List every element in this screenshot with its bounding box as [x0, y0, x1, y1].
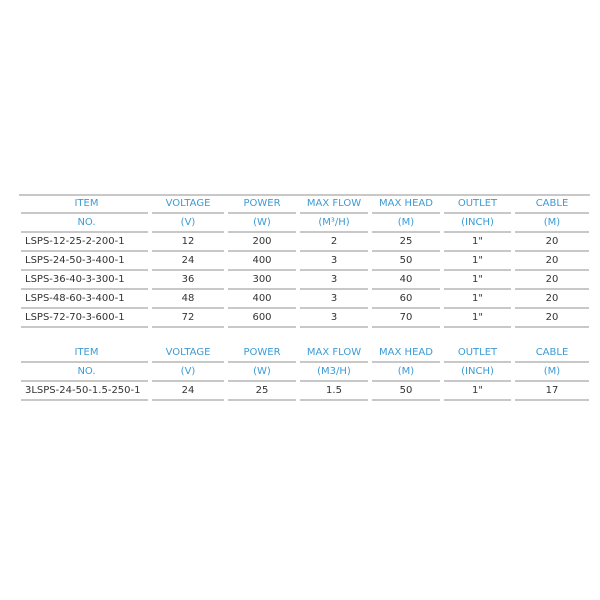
- cell: LSPS-48-60-3-400-1: [21, 290, 148, 309]
- cell: VOLTAGE: [152, 344, 224, 363]
- table-row: [21, 233, 589, 252]
- header-row: [21, 195, 589, 214]
- cell: 3: [300, 290, 368, 309]
- spec-table-1: [17, 195, 593, 328]
- cell: (M³/H): [300, 214, 368, 233]
- cell: CABLE: [515, 195, 589, 214]
- cell: 1": [444, 382, 511, 401]
- cell: 3: [300, 252, 368, 271]
- cell: 70: [372, 309, 440, 328]
- cell: (M3/H): [300, 363, 368, 382]
- header-row: [21, 344, 589, 363]
- cell: 20: [515, 271, 589, 290]
- cell: 25: [372, 233, 440, 252]
- cell: LSPS-24-50-3-400-1: [21, 252, 148, 271]
- cell: POWER: [228, 344, 296, 363]
- cell: LSPS-72-70-3-600-1: [21, 309, 148, 328]
- cell: MAX HEAD: [372, 344, 440, 363]
- units-row: [21, 363, 589, 382]
- cell: 3LSPS-24-50-1.5-250-1: [21, 382, 148, 401]
- cell: 1": [444, 233, 511, 252]
- cell: 1": [444, 271, 511, 290]
- table-row: [21, 271, 589, 290]
- cell: 36: [152, 271, 224, 290]
- cell: 1.5: [300, 382, 368, 401]
- cell: LSPS-36-40-3-300-1: [21, 271, 148, 290]
- cell: 60: [372, 290, 440, 309]
- cell: CABLE: [515, 344, 589, 363]
- cell: (M): [372, 363, 440, 382]
- table-row: [21, 382, 589, 401]
- cell: 20: [515, 252, 589, 271]
- cell: (V): [152, 363, 224, 382]
- cell: 20: [515, 309, 589, 328]
- cell: 600: [228, 309, 296, 328]
- cell: 3: [300, 309, 368, 328]
- cell: OUTLET: [444, 195, 511, 214]
- cell: OUTLET: [444, 344, 511, 363]
- cell: 300: [228, 271, 296, 290]
- cell: ITEM: [21, 195, 148, 214]
- cell: (M): [515, 363, 589, 382]
- cell: MAX HEAD: [372, 195, 440, 214]
- cell: 17: [515, 382, 589, 401]
- cell: 24: [152, 382, 224, 401]
- cell: VOLTAGE: [152, 195, 224, 214]
- cell: 25: [228, 382, 296, 401]
- cell: 200: [228, 233, 296, 252]
- cell: 1": [444, 252, 511, 271]
- cell: (W): [228, 214, 296, 233]
- cell: 20: [515, 290, 589, 309]
- cell: 2: [300, 233, 368, 252]
- cell: LSPS-12-25-2-200-1: [21, 233, 148, 252]
- cell: MAX FLOW: [300, 344, 368, 363]
- cell: (INCH): [444, 363, 511, 382]
- cell: 48: [152, 290, 224, 309]
- cell: 50: [372, 252, 440, 271]
- cell: 24: [152, 252, 224, 271]
- cell: (V): [152, 214, 224, 233]
- cell: 1": [444, 290, 511, 309]
- cell: (M): [372, 214, 440, 233]
- spec-table-2: [17, 344, 593, 401]
- table-row: [21, 290, 589, 309]
- cell: NO.: [21, 214, 148, 233]
- cell: 1": [444, 309, 511, 328]
- cell: 3: [300, 271, 368, 290]
- cell: 400: [228, 252, 296, 271]
- cell: MAX FLOW: [300, 195, 368, 214]
- cell: NO.: [21, 363, 148, 382]
- cell: ITEM: [21, 344, 148, 363]
- units-row: [21, 214, 589, 233]
- cell: 40: [372, 271, 440, 290]
- cell: 50: [372, 382, 440, 401]
- cell: (M): [515, 214, 589, 233]
- cell: 72: [152, 309, 224, 328]
- cell: 20: [515, 233, 589, 252]
- table-row: [21, 252, 589, 271]
- table-row: [21, 309, 589, 328]
- cell: POWER: [228, 195, 296, 214]
- cell: (INCH): [444, 214, 511, 233]
- cell: 12: [152, 233, 224, 252]
- cell: 400: [228, 290, 296, 309]
- cell: (W): [228, 363, 296, 382]
